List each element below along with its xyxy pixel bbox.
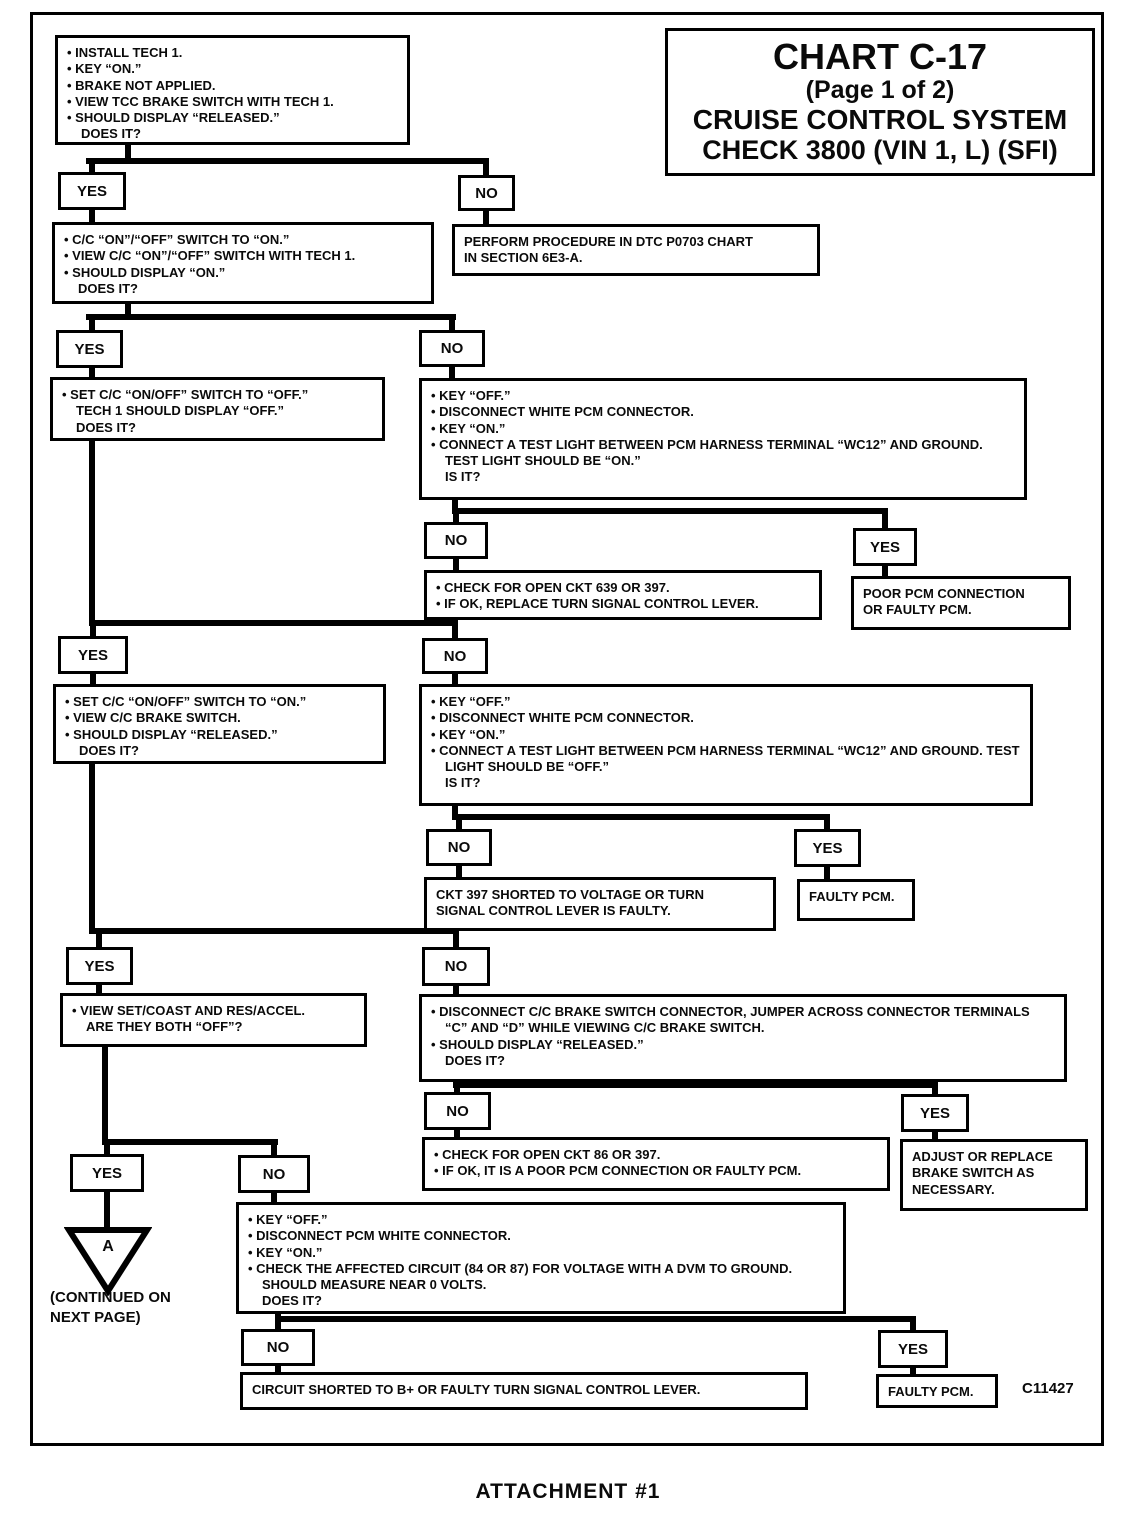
text-line: • SET C/C “ON/OFF” SWITCH TO “ON.”: [65, 694, 374, 710]
text-line: • KEY “OFF.”: [431, 694, 1021, 710]
connector-line: [102, 1045, 108, 1145]
text-line: • IF OK, REPLACE TURN SIGNAL CONTROL LEVER.: [436, 596, 810, 612]
text-line: • KEY “OFF.”: [431, 388, 1015, 404]
text-line: • VIEW TCC BRAKE SWITCH WITH TECH 1.: [67, 94, 398, 110]
text-line: NECESSARY.: [912, 1181, 995, 1197]
text-line: • BRAKE NOT APPLIED.: [67, 78, 398, 94]
text-line: ADJUST OR REPLACE: [912, 1149, 1053, 1164]
no-badge: NO: [422, 947, 490, 986]
no-badge: NO: [458, 175, 515, 211]
yes-badge: YES: [878, 1330, 948, 1368]
text-line: SIGNAL CONTROL LEVER IS FAULTY.: [436, 903, 671, 919]
text-line: IN SECTION 6E3-A.: [464, 250, 583, 266]
text-line: • CHECK FOR OPEN CKT 639 OR 397.: [436, 580, 810, 596]
no-badge: NO: [424, 1092, 491, 1130]
text-line: • KEY “ON.”: [431, 727, 1021, 743]
attachment-caption: ATTACHMENT #1: [475, 1480, 661, 1503]
text-line: DOES IT?: [78, 280, 138, 296]
connector-line: [102, 1139, 278, 1145]
connector-line: [89, 928, 455, 934]
text-line: • CONNECT A TEST LIGHT BETWEEN PCM HARNESS TERMINAL “WC12” AND GROUND. TEST LIGHT SHOULD BE “OFF.”: [431, 743, 1021, 776]
connector-line: [86, 314, 456, 320]
flow-box-check-ckt-639: [424, 570, 822, 620]
off-page-connector-label: A: [102, 1238, 114, 1255]
off-page-connector-triangle: [64, 1226, 152, 1296]
flow-box-adjust-brake: [900, 1139, 1088, 1211]
flow-box-view-set-coast: [60, 993, 367, 1047]
text-line: • DISCONNECT WHITE PCM CONNECTOR.: [431, 404, 1015, 420]
text-line: • DISCONNECT WHITE PCM CONNECTOR.: [431, 710, 1021, 726]
text-line: DOES IT?: [445, 1052, 505, 1068]
chart-title: CHART C-17: [772, 36, 987, 77]
text-line: • CONNECT A TEST LIGHT BETWEEN PCM HARNESS TERMINAL “WC12” AND GROUND. TEST LIGHT SHOULD BE “ON.”: [431, 437, 1015, 470]
yes-badge: YES: [66, 947, 133, 985]
connector-line: [452, 620, 458, 640]
text-line: IS IT?: [445, 469, 481, 485]
connector-line: [882, 508, 888, 530]
no-badge: NO: [426, 829, 492, 866]
text-line: BRAKE SWITCH AS: [912, 1165, 1035, 1181]
text-line: • VIEW SET/COAST AND RES/ACCEL.: [72, 1003, 355, 1019]
flow-box-set-off: [50, 377, 385, 441]
yes-badge: YES: [56, 330, 123, 368]
text-line: POOR PCM CONNECTION: [863, 586, 1025, 601]
text-line: DOES IT?: [79, 742, 139, 758]
text-line: • CHECK FOR OPEN CKT 86 OR 397.: [434, 1147, 878, 1163]
text-line: • SHOULD DISPLAY “RELEASED.”: [431, 1037, 1055, 1053]
connector-line: [104, 1190, 110, 1230]
flow-box-poor-pcm: [851, 576, 1071, 630]
text-line: DOES IT?: [76, 419, 136, 435]
connector-line: [89, 439, 95, 624]
text-line: • SHOULD DISPLAY “RELEASED.”: [65, 727, 374, 743]
connector-line: [89, 762, 95, 932]
text-line: • DISCONNECT PCM WHITE CONNECTOR.: [248, 1228, 834, 1244]
chart-title-box: [665, 28, 1095, 176]
text-line: PERFORM PROCEDURE IN DTC P0703 CHART: [464, 234, 753, 249]
flow-box-ckt-397-shorted: [424, 877, 776, 931]
chart-page-indicator: (Page 1 of 2): [805, 75, 955, 104]
yes-badge: YES: [901, 1094, 969, 1132]
connector-line: [86, 158, 489, 164]
flow-box-start: [55, 35, 410, 145]
flow-box-set-on: [53, 684, 386, 764]
figure-code: C11427: [1022, 1380, 1074, 1397]
connector-line: [452, 814, 828, 820]
no-badge: NO: [238, 1155, 310, 1193]
continued-note-line: (CONTINUED ON: [50, 1289, 171, 1306]
text-line: DOES IT?: [81, 126, 141, 142]
continued-note: [50, 1288, 171, 1327]
text-line: • KEY “ON.”: [431, 421, 1015, 437]
text-line: CIRCUIT SHORTED TO B+ OR FAULTY TURN SIGNAL CONTROL LEVER.: [252, 1382, 701, 1397]
connector-line: [453, 928, 459, 949]
connector-line: [89, 620, 455, 626]
yes-badge: YES: [58, 172, 126, 210]
text-line: • CHECK THE AFFECTED CIRCUIT (84 OR 87) FOR VOLTAGE WITH A DVM TO GROUND. SHOULD MEASURE NEAR 0 VOLTS.: [248, 1261, 834, 1294]
flow-box-circuit-shorted: [240, 1372, 808, 1410]
connector-line: [453, 1082, 937, 1088]
text-line: • VIEW C/C BRAKE SWITCH.: [65, 710, 374, 726]
text-line: • SET C/C “ON/OFF” SWITCH TO “OFF.”: [62, 387, 373, 403]
flow-box-test-light-on: [419, 378, 1027, 500]
text-line: IS IT?: [445, 775, 481, 791]
text-line: TECH 1 SHOULD DISPLAY “OFF.”: [76, 403, 285, 419]
flow-box-cc-switch-on: [52, 222, 434, 304]
yes-badge: YES: [794, 829, 861, 867]
no-badge: NO: [241, 1329, 315, 1366]
connector-line: [96, 928, 102, 949]
text-line: FAULTY PCM.: [888, 1384, 974, 1399]
text-line: • IF OK, IT IS A POOR PCM CONNECTION OR FAULTY PCM.: [434, 1163, 878, 1179]
text-line: • INSTALL TECH 1.: [67, 45, 398, 61]
no-badge: NO: [424, 522, 488, 559]
text-line: • KEY “ON.”: [248, 1245, 834, 1261]
text-line: • DISCONNECT C/C BRAKE SWITCH CONNECTOR, JUMPER ACROSS CONNECTOR TERMINALS “C” AND “D” WHILE VIEWING C/C BRAKE SWITCH.: [431, 1004, 1055, 1037]
text-line: FAULTY PCM.: [809, 889, 895, 904]
flow-box-faulty-pcm-1: [797, 879, 915, 921]
no-badge: NO: [419, 330, 485, 367]
chart-subtitle-1: CRUISE CONTROL SYSTEM: [692, 104, 1068, 136]
connector-line: [275, 1316, 915, 1322]
text-line: • KEY “OFF.”: [248, 1212, 834, 1228]
text-line: DOES IT?: [262, 1293, 322, 1309]
flow-box-faulty-pcm-2: [876, 1374, 998, 1408]
text-line: CKT 397 SHORTED TO VOLTAGE OR TURN: [436, 887, 704, 902]
flow-box-test-light-off: [419, 684, 1033, 806]
chart-subtitle-2: CHECK 3800 (VIN 1, L) (SFI): [702, 135, 1058, 166]
text-line: OR FAULTY PCM.: [863, 602, 972, 618]
yes-badge: YES: [853, 528, 917, 566]
continued-note-line: NEXT PAGE): [50, 1308, 141, 1326]
connector-line: [452, 508, 888, 514]
flow-box-perform-dtc: [452, 224, 820, 276]
no-badge: NO: [422, 638, 488, 674]
flow-box-dvm-check: [236, 1202, 846, 1314]
text-line: • SHOULD DISPLAY “RELEASED.”: [67, 110, 398, 126]
text-line: • SHOULD DISPLAY “ON.”: [64, 265, 422, 281]
yes-badge: YES: [58, 636, 128, 674]
text-line: ARE THEY BOTH “OFF”?: [86, 1019, 243, 1035]
yes-badge: YES: [70, 1154, 144, 1192]
flow-box-jumper-brake: [419, 994, 1067, 1082]
flow-box-check-ckt-86: [422, 1137, 890, 1191]
text-line: • C/C “ON”/“OFF” SWITCH TO “ON.”: [64, 232, 422, 248]
text-line: • VIEW C/C “ON”/“OFF” SWITCH WITH TECH 1.: [64, 248, 422, 264]
text-line: • KEY “ON.”: [67, 61, 398, 77]
